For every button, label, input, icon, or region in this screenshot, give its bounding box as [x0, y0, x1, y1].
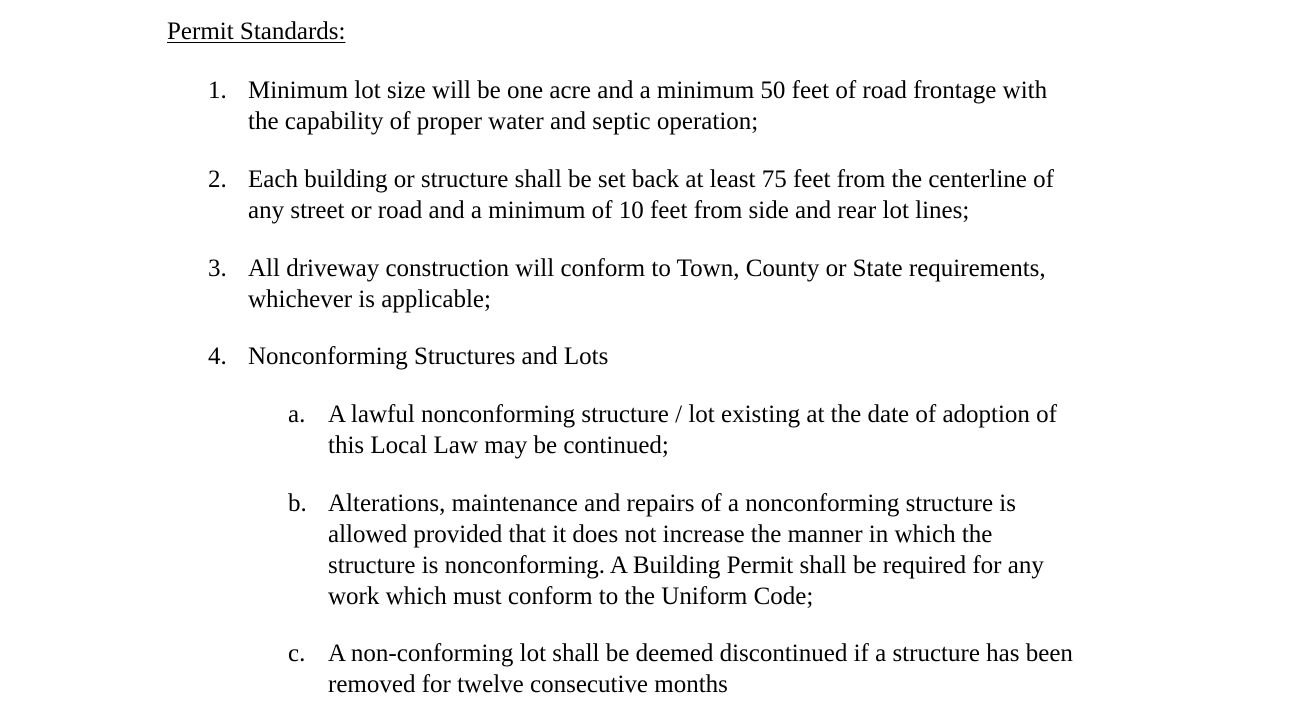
list-item-marker: 3.: [208, 255, 227, 282]
list-item-text: [248, 253, 1046, 315]
text-line: work which must conform to the Uniform Code;: [328, 583, 814, 610]
list-item-marker: 4.: [208, 343, 227, 370]
sub-item-text: [328, 638, 1073, 700]
list-item-text: [248, 75, 1047, 137]
list-item-text: [248, 341, 608, 372]
sub-item-text: [328, 488, 1044, 612]
text-line: whichever is applicable;: [248, 286, 491, 313]
sub-item-marker: c.: [288, 640, 306, 667]
text-line: the capability of proper water and septic operation;: [248, 108, 759, 135]
text-line: A non-conforming lot shall be deemed discontinued if a structure has been: [328, 640, 1073, 667]
text-line: removed for twelve consecutive months: [328, 671, 728, 698]
text-line: allowed provided that it does not increase the manner in which the: [328, 521, 993, 548]
text-line: this Local Law may be continued;: [328, 432, 669, 459]
sub-item-marker: b.: [288, 490, 307, 517]
sub-item-text: [328, 399, 1057, 461]
text-line: Nonconforming Structures and Lots: [248, 343, 609, 370]
sub-item-marker: a.: [288, 401, 306, 428]
list-item-marker: 1.: [208, 77, 227, 104]
text-line: Alterations, maintenance and repairs of a nonconforming structure is: [328, 490, 1016, 517]
text-line: A lawful nonconforming structure / lot existing at the date of adoption of: [328, 401, 1058, 428]
list-item-text: [248, 164, 1054, 226]
text-line: All driveway construction will conform to Town, County or State requirements,: [248, 255, 1046, 282]
text-line: Each building or structure shall be set back at least 75 feet from the centerline of: [248, 166, 1054, 193]
text-line: any street or road and a minimum of 10 feet from side and rear lot lines;: [248, 197, 970, 224]
section-heading: Permit Standards:: [167, 18, 346, 45]
text-line: structure is nonconforming. A Building Permit shall be required for any: [328, 552, 1044, 579]
text-line: Minimum lot size will be one acre and a minimum 50 feet of road frontage with: [248, 77, 1048, 104]
list-item-marker: 2.: [208, 166, 227, 193]
